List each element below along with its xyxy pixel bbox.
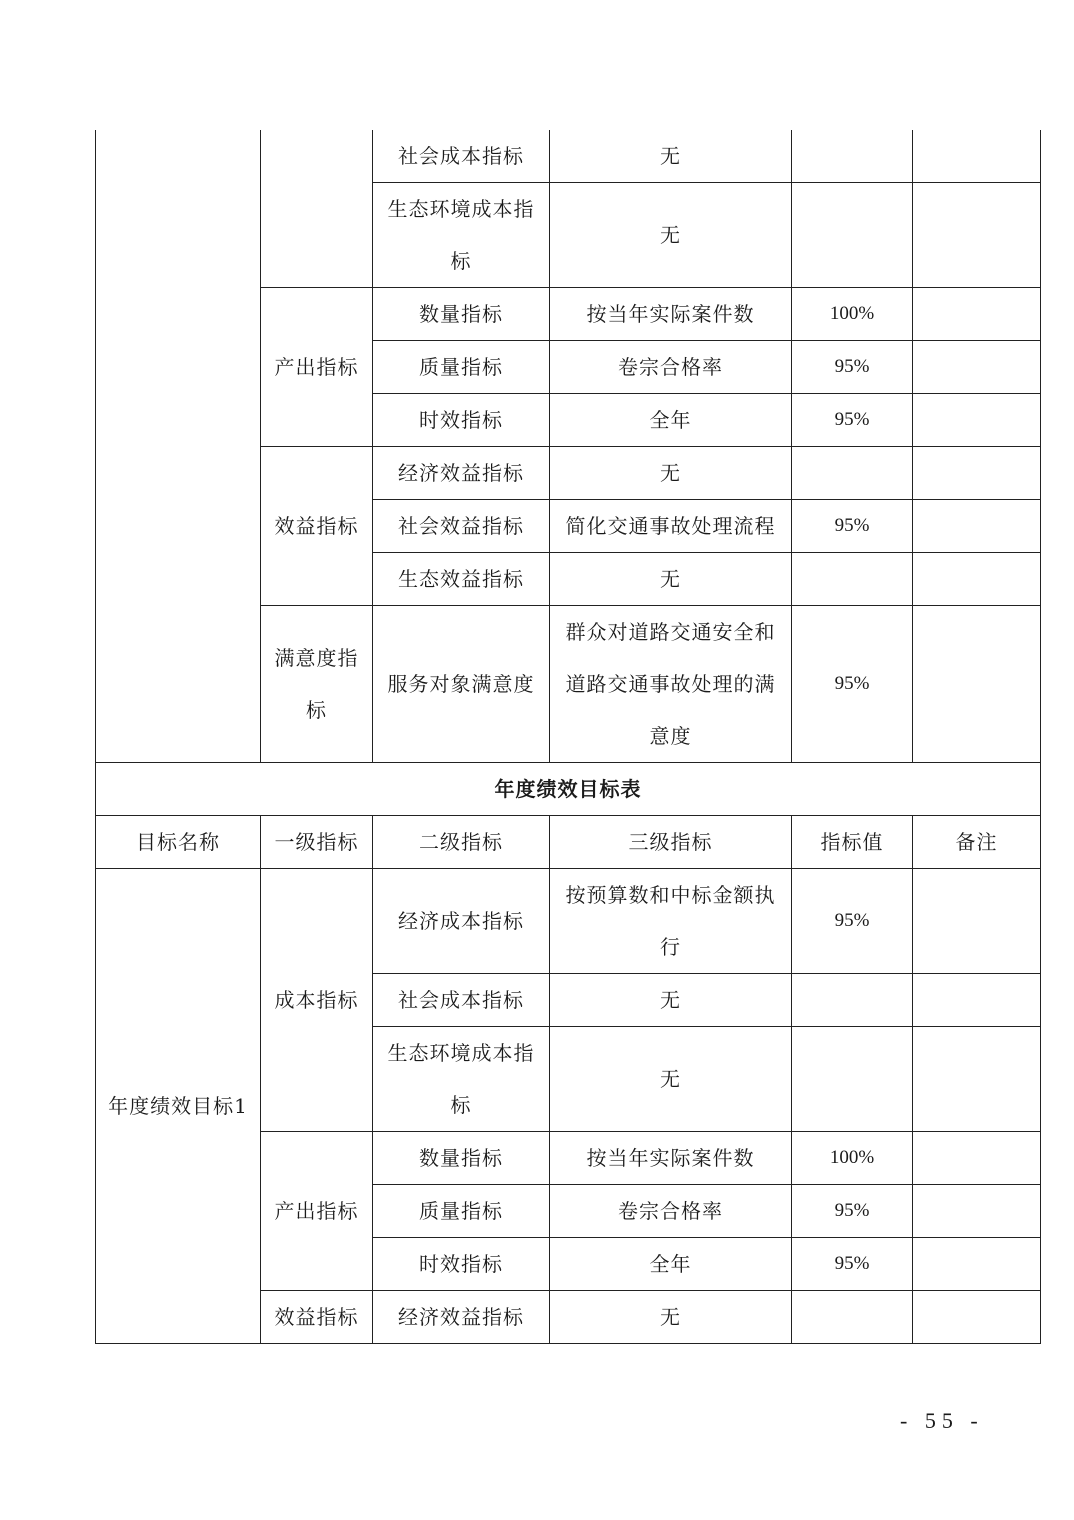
note-cell [913,1185,1041,1238]
level3-cell: 无 [550,1291,792,1344]
level1-cell-continued [261,130,373,288]
header-note: 备注 [913,816,1041,869]
level3-cell: 群众对道路交通安全和道路交通事故处理的满意度 [550,606,792,763]
value-cell: 95% [792,394,913,447]
note-cell [913,394,1041,447]
level3-cell: 全年 [550,1238,792,1291]
note-cell [913,1027,1041,1132]
note-cell [913,974,1041,1027]
level3-cell: 按当年实际案件数 [550,288,792,341]
value-cell: 95% [792,606,913,763]
note-cell [913,1238,1041,1291]
level2-cell: 社会成本指标 [373,130,550,183]
level2-cell: 质量指标 [373,341,550,394]
level2-cell: 数量指标 [373,288,550,341]
note-cell [913,869,1041,974]
level1-cell: 产出指标 [261,1132,373,1291]
level3-cell: 无 [550,447,792,500]
table-row [96,130,1041,183]
level2-cell: 生态环境成本指标 [373,1027,550,1132]
note-cell [913,288,1041,341]
level3-cell: 简化交通事故处理流程 [550,500,792,553]
level1-cell: 成本指标 [261,869,373,1132]
page-number: - 55 - [900,1408,984,1433]
note-cell [913,1291,1041,1344]
note-cell [913,553,1041,606]
level3-cell: 卷宗合格率 [550,341,792,394]
level1-cell: 效益指标 [261,447,373,606]
value-cell: 95% [792,1238,913,1291]
header-value: 指标值 [792,816,913,869]
note-cell [913,130,1041,183]
value-cell [792,553,913,606]
level3-cell: 按当年实际案件数 [550,1132,792,1185]
value-cell [792,447,913,500]
level2-cell: 社会效益指标 [373,500,550,553]
value-cell [792,183,913,288]
level3-cell: 按预算数和中标金额执行 [550,869,792,974]
level3-cell: 无 [550,130,792,183]
level3-cell: 无 [550,1027,792,1132]
level3-cell: 全年 [550,394,792,447]
level2-cell: 经济效益指标 [373,447,550,500]
level2-cell: 时效指标 [373,1238,550,1291]
note-cell [913,183,1041,288]
value-cell [792,974,913,1027]
goal-name-cell-continued [96,130,261,763]
header-level1: 一级指标 [261,816,373,869]
value-cell: 95% [792,341,913,394]
level2-cell: 数量指标 [373,1132,550,1185]
note-cell [913,1132,1041,1185]
header-level3: 三级指标 [550,816,792,869]
level2-cell: 经济成本指标 [373,869,550,974]
level2-cell: 质量指标 [373,1185,550,1238]
note-cell [913,606,1041,763]
performance-table [95,130,1041,1344]
value-cell: 100% [792,288,913,341]
level1-cell: 产出指标 [261,288,373,447]
value-cell: 95% [792,869,913,974]
level2-cell: 社会成本指标 [373,974,550,1027]
level3-cell: 卷宗合格率 [550,1185,792,1238]
section-title-row [96,763,1041,816]
header-row [96,816,1041,869]
value-cell: 95% [792,1185,913,1238]
level2-cell: 生态环境成本指标 [373,183,550,288]
level1-cell: 效益指标 [261,1291,373,1344]
level3-cell: 无 [550,183,792,288]
header-goal-name: 目标名称 [96,816,261,869]
value-cell [792,1291,913,1344]
value-cell [792,1027,913,1132]
level1-cell: 满意度指标 [261,606,373,763]
table-row [96,869,1041,974]
level2-cell: 生态效益指标 [373,553,550,606]
value-cell: 95% [792,500,913,553]
level2-cell: 时效指标 [373,394,550,447]
note-cell [913,500,1041,553]
level3-cell: 无 [550,974,792,1027]
header-level2: 二级指标 [373,816,550,869]
goal-name-cell: 年度绩效目标1 [96,869,261,1344]
level3-cell: 无 [550,553,792,606]
note-cell [913,341,1041,394]
level2-cell: 经济效益指标 [373,1291,550,1344]
note-cell [913,447,1041,500]
section-title: 年度绩效目标表 [96,763,1041,816]
level2-cell: 服务对象满意度 [373,606,550,763]
value-cell: 100% [792,1132,913,1185]
value-cell [792,130,913,183]
